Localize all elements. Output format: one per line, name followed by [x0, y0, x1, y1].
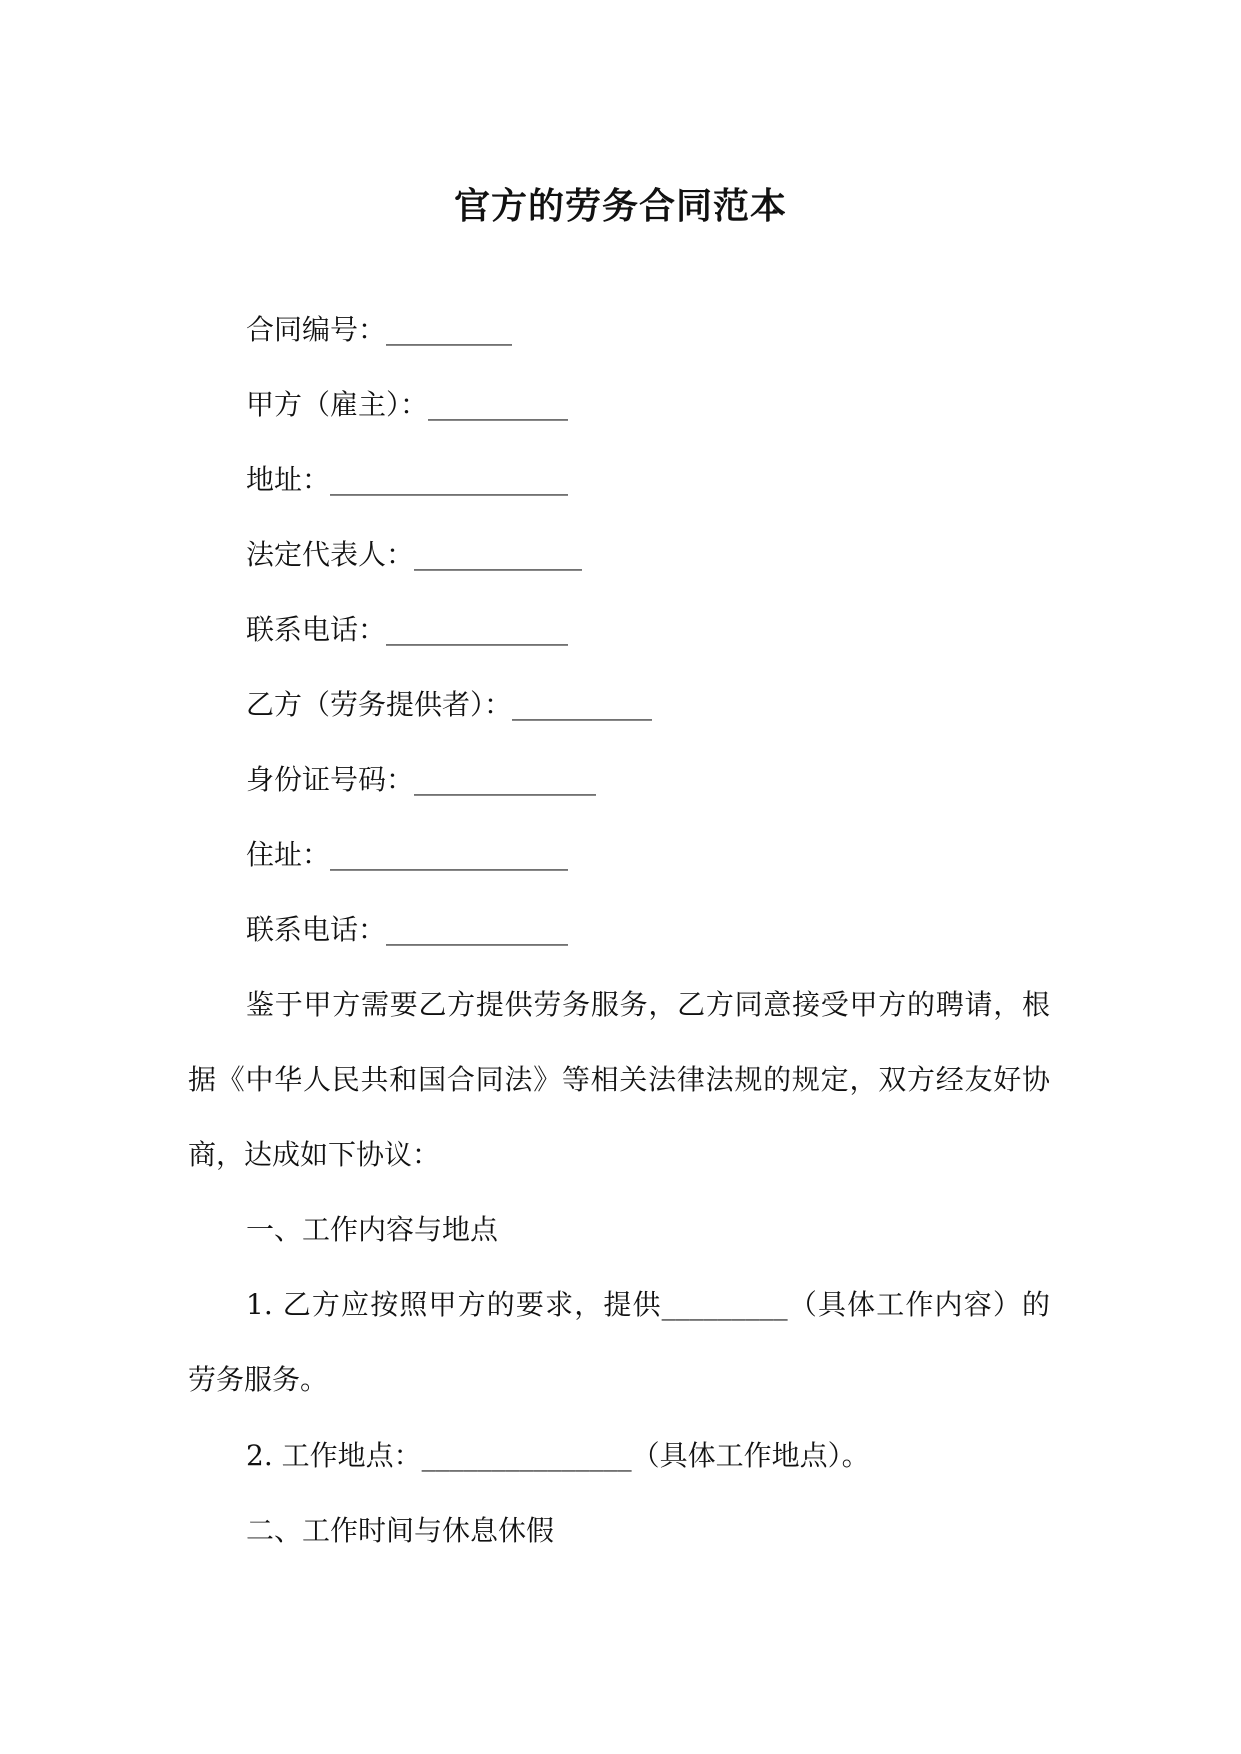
clause-2: 2. 工作地点：_______________（具体工作地点）。	[246, 1439, 870, 1472]
field-party-a-address: 地址：_________________	[246, 463, 569, 496]
field-party-b-address: 住址：_________________	[246, 838, 569, 871]
section-1-heading: 一、工作内容与地点	[246, 1213, 499, 1246]
field-contract-number: 合同编号：_________	[246, 313, 513, 346]
document-title: 官方的劳务合同范本	[453, 185, 787, 227]
field-legal-representative: 法定代表人：____________	[246, 538, 583, 571]
field-party-a-phone: 联系电话：_____________	[246, 613, 569, 646]
clause-1: 1. 乙方应按照甲方的要求，提供_________（具体工作内容）的劳务服务。	[188, 1288, 1050, 1396]
preamble-paragraph: 鉴于甲方需要乙方提供劳务服务，乙方同意接受甲方的聘请，根据《中华人民共和国合同法》等相关法律法规的规定，双方经友好协商，达成如下协议：	[188, 988, 1050, 1171]
field-id-number: 身份证号码：_____________	[246, 763, 597, 796]
field-party-b-phone: 联系电话：_____________	[246, 913, 569, 946]
field-party-b: 乙方（劳务提供者）：__________	[246, 688, 653, 721]
field-party-a: 甲方（雇主）：__________	[246, 388, 569, 421]
section-2-heading: 二、工作时间与休息休假	[246, 1514, 555, 1547]
